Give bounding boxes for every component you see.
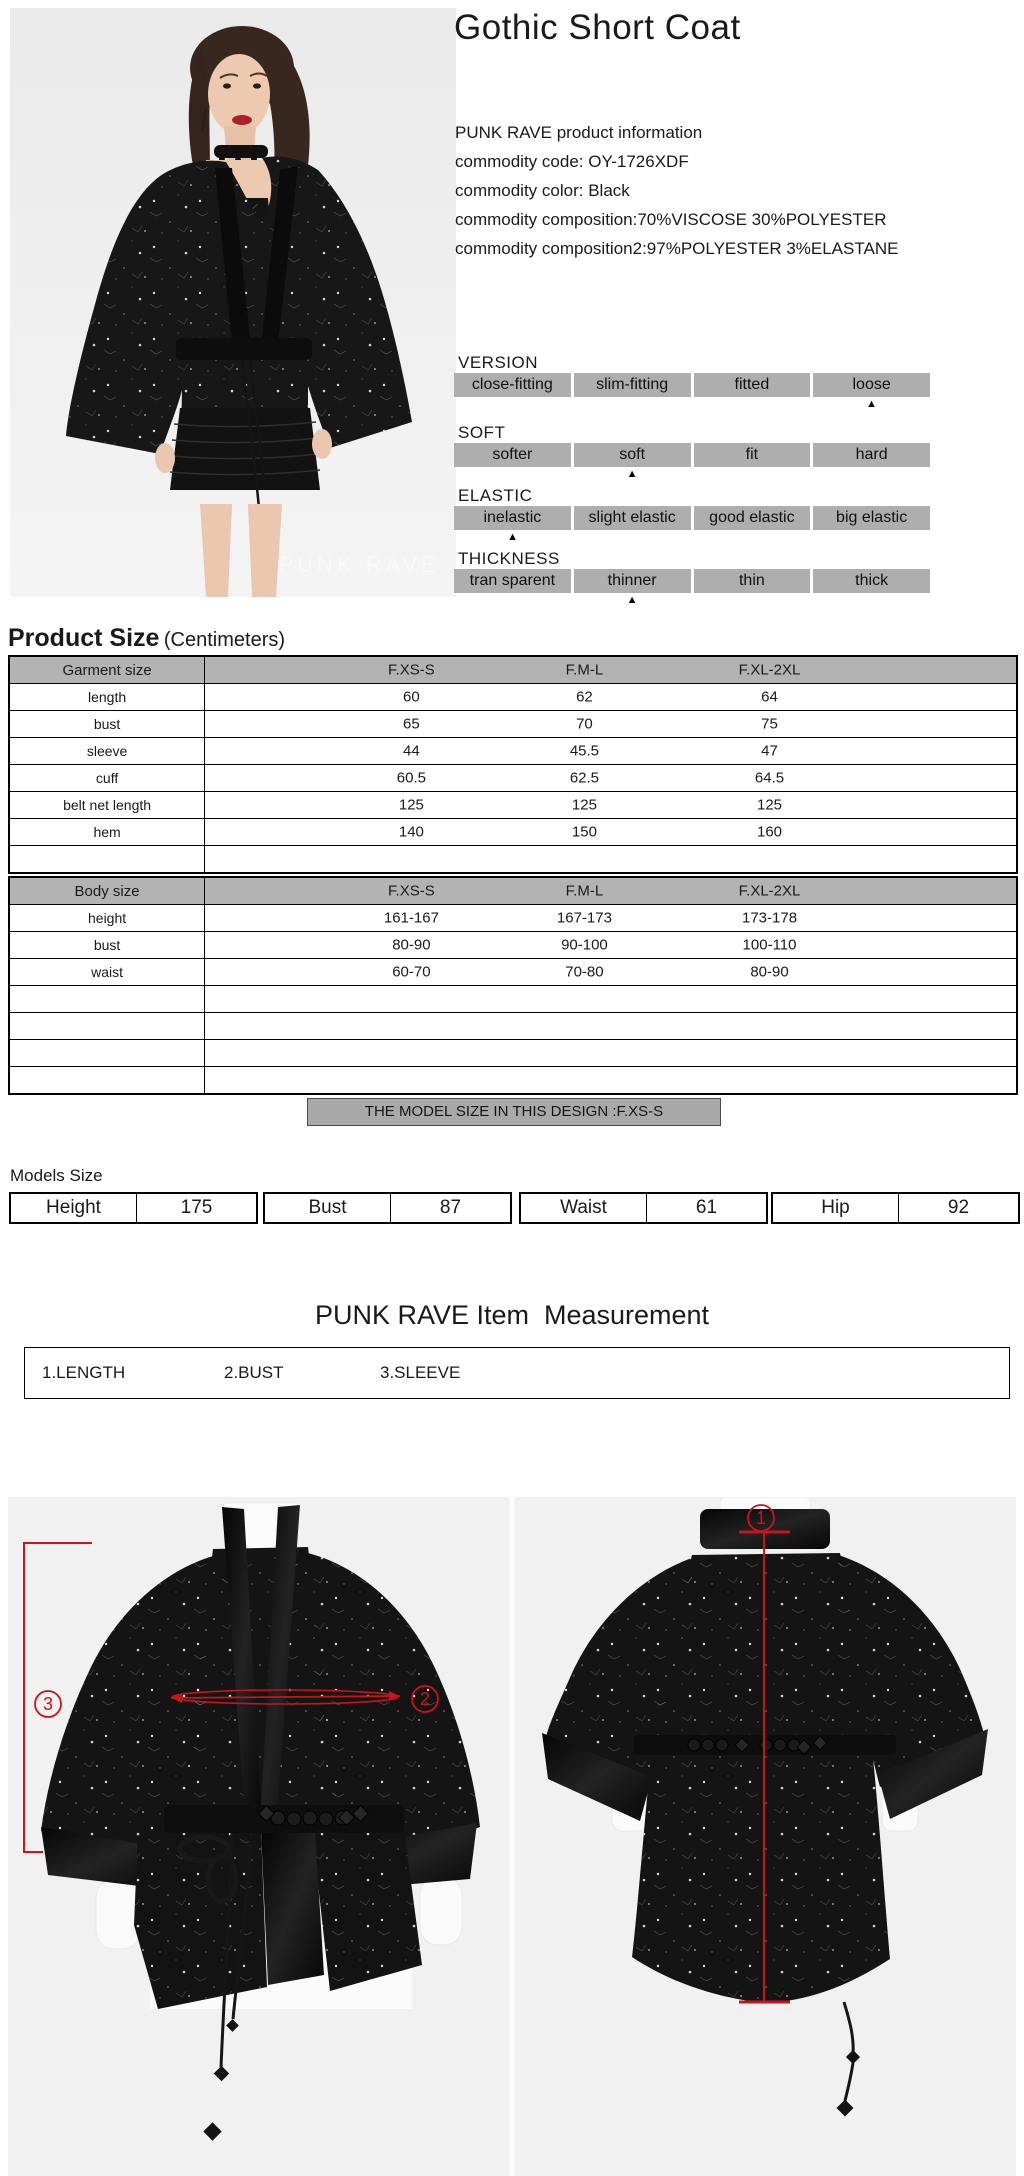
product-size-unit-note: (Centimeters) <box>163 629 286 651</box>
product-info-line: commodity color: Black <box>455 181 630 200</box>
row-label: height <box>10 905 205 931</box>
cell-value: 100-110 <box>742 936 797 954</box>
front-view-photo <box>8 1497 510 2176</box>
row-label <box>10 1067 205 1093</box>
table-header-row <box>10 878 1016 904</box>
cell-value: 90-100 <box>561 936 608 954</box>
attribute-option: big elastic <box>813 506 930 530</box>
table-row <box>10 764 1016 791</box>
attribute-name: ELASTIC <box>458 486 533 505</box>
attribute-option: good elastic <box>694 506 811 530</box>
cell-value: 60 <box>403 688 420 706</box>
back-view-photo <box>514 1497 1016 2176</box>
cell-value: 60.5 <box>396 769 426 787</box>
front-view-image <box>8 1497 510 2176</box>
table-row <box>10 1039 1016 1066</box>
selected-option-arrow: ▲ <box>507 531 518 543</box>
legend-item: 2.BUST <box>224 1363 284 1382</box>
attribute-options-bar <box>454 373 930 397</box>
legend-item: 1.LENGTH <box>42 1363 126 1382</box>
cell-value: F.XS-S <box>388 882 435 900</box>
attribute-option: slim-fitting <box>574 373 691 397</box>
garment-size-table <box>8 655 1018 874</box>
cell-value: 60-70 <box>392 963 431 981</box>
models-size-label: Waist <box>521 1194 647 1222</box>
cell-value: 75 <box>761 715 778 733</box>
model-photo <box>10 8 456 597</box>
table-row <box>10 931 1016 958</box>
attribute-option: soft <box>574 443 691 467</box>
attribute-name: SOFT <box>458 423 506 442</box>
row-label: waist <box>10 959 205 985</box>
attribute-option: loose <box>813 373 930 397</box>
cell-value: 160 <box>757 823 783 841</box>
cell-value: 125 <box>757 796 783 814</box>
attribute-option: fit <box>694 443 811 467</box>
attribute-option: tran sparent <box>454 569 571 593</box>
measurement-heading: PUNK RAVE Item Measurement <box>314 1300 710 1330</box>
models-size-value: 92 <box>947 1197 970 1218</box>
attribute-option: thinner <box>574 569 691 593</box>
attribute-option: thin <box>694 569 811 593</box>
selected-option-arrow: ▲ <box>626 468 638 480</box>
models-size-label: Height <box>11 1194 137 1222</box>
cell-value: F.M-L <box>565 661 604 679</box>
table-row <box>10 985 1016 1012</box>
cell-value: F.M-L <box>565 882 604 900</box>
cell-value: 64 <box>761 688 778 706</box>
row-label: cuff <box>10 765 205 791</box>
attribute-option: softer <box>454 443 571 467</box>
cell-value: 64.5 <box>754 769 785 787</box>
attribute-options-bar <box>454 443 930 467</box>
models-size-label: Hip <box>773 1194 899 1222</box>
table-row <box>10 958 1016 985</box>
cell-value: 173-178 <box>741 909 798 927</box>
attribute-name: THICKNESS <box>458 549 560 568</box>
attribute-option: close-fitting <box>454 373 571 397</box>
attribute-option: hard <box>813 443 930 467</box>
row-label: bust <box>10 711 205 737</box>
row-label <box>10 1013 205 1039</box>
table-row <box>10 791 1016 818</box>
models-size-value: 175 <box>180 1197 213 1218</box>
models-size-label: Bust <box>265 1194 391 1222</box>
models-size-value: 87 <box>439 1197 462 1218</box>
measurement-legend-box <box>24 1347 1010 1399</box>
row-label: Body size <box>10 878 205 904</box>
brand-watermark: PUNK RAVE <box>278 552 440 577</box>
table-row <box>10 818 1016 845</box>
model-size-note: THE MODEL SIZE IN THIS DESIGN :F.XS-S <box>307 1098 721 1126</box>
product-info-heading: PUNK RAVE product information <box>455 123 703 142</box>
product-info-line: commodity composition:70%VISCOSE 30%POLYESTER <box>455 210 887 229</box>
attribute-option: inelastic <box>454 506 571 530</box>
row-label: sleeve <box>10 738 205 764</box>
bust-measure-number: 2 <box>419 1689 431 1709</box>
table-row <box>10 1066 1016 1093</box>
cell-value: 62.5 <box>569 769 600 787</box>
cell-value: 47 <box>761 742 778 760</box>
attribute-elastic <box>454 486 930 548</box>
attribute-soft <box>454 423 930 485</box>
back-view-image <box>514 1497 1016 2176</box>
cell-value: F.XL-2XL <box>738 882 801 900</box>
table-row <box>10 710 1016 737</box>
cell-value: 44 <box>403 742 420 760</box>
cell-value: 125 <box>398 796 424 814</box>
attribute-option: slight elastic <box>574 506 691 530</box>
row-label: Garment size <box>10 657 205 683</box>
cell-value: 140 <box>398 823 424 841</box>
models-size-heading: Models Size <box>10 1166 103 1185</box>
row-label: belt net length <box>10 792 205 818</box>
table-row <box>10 1012 1016 1039</box>
row-label: bust <box>10 932 205 958</box>
product-size-title: Product Size <box>8 624 160 652</box>
models-size-box-hip <box>771 1192 1020 1224</box>
row-label <box>10 986 205 1012</box>
product-size-heading <box>8 624 285 653</box>
attribute-options-bar <box>454 506 930 530</box>
table-header-row <box>10 657 1016 683</box>
cell-value: 161-167 <box>383 909 439 927</box>
attribute-name: VERSION <box>458 353 539 372</box>
table-row <box>10 737 1016 764</box>
row-label: length <box>10 684 205 710</box>
model-photo-image <box>10 8 456 597</box>
page-title: Gothic Short Coat <box>454 8 741 47</box>
table-row <box>10 845 1016 872</box>
cell-value: F.XL-2XL <box>738 661 801 679</box>
product-info <box>455 118 898 263</box>
attribute-version <box>454 353 930 415</box>
models-size-box-bust <box>263 1192 512 1224</box>
cell-value: 167-173 <box>556 909 612 927</box>
product-info-line: commodity composition2:97%POLYESTER 3%ELASTANE <box>455 239 899 258</box>
product-info-lines <box>455 147 898 263</box>
selected-option-arrow: ▲ <box>626 594 638 606</box>
table-row <box>10 904 1016 931</box>
cell-value: 70-80 <box>565 963 604 981</box>
attribute-thickness <box>454 549 930 611</box>
cell-value: 80-90 <box>392 936 431 954</box>
length-measure-number: 1 <box>755 1508 767 1528</box>
attribute-options-bar <box>454 569 930 593</box>
sleeve-measure-number: 3 <box>42 1694 54 1714</box>
selected-option-arrow: ▲ <box>865 398 877 410</box>
table-row <box>10 683 1016 710</box>
models-size-value: 61 <box>695 1197 718 1218</box>
cell-value: 70 <box>576 715 593 733</box>
models-size-box-height <box>9 1192 258 1224</box>
cell-value: 65 <box>403 715 420 733</box>
cell-value: 62 <box>576 688 593 706</box>
attribute-option: fitted <box>694 373 811 397</box>
cell-value: 150 <box>571 823 597 841</box>
row-label: hem <box>10 819 205 845</box>
cell-value: 80-90 <box>750 963 789 981</box>
product-info-line: commodity code: OY-1726XDF <box>455 152 689 171</box>
cell-value: F.XS-S <box>388 661 435 679</box>
row-label <box>10 846 205 872</box>
attribute-option: thick <box>813 569 930 593</box>
cell-value: 45.5 <box>569 742 600 760</box>
body-size-table <box>8 876 1018 1095</box>
cell-value: 125 <box>571 796 597 814</box>
legend-item: 3.SLEEVE <box>380 1363 461 1382</box>
models-size-box-waist <box>519 1192 768 1224</box>
row-label <box>10 1040 205 1066</box>
